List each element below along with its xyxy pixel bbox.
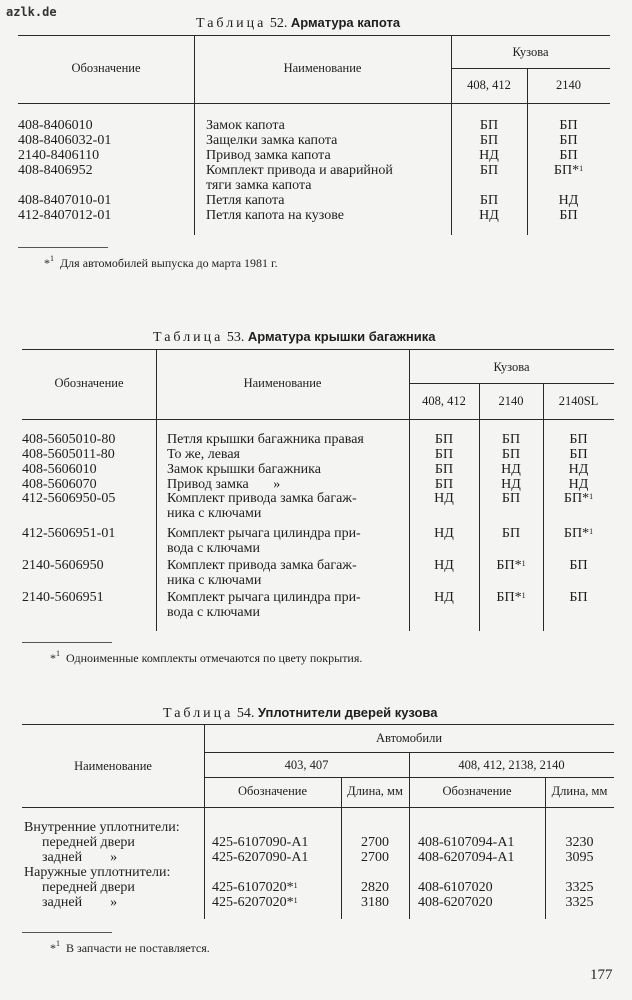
table53-value-col3: БП*$^1$ [563,526,594,541]
table54-code2: 408-6207094-А1 [418,850,515,865]
table54-length2: 3325 [565,880,594,895]
table53-name: Петля крышки багажника правая [167,432,364,447]
table54-length2: 3095 [565,850,594,865]
table54-code1: 425-6107020*$^1$ [212,880,298,895]
table54-length1: 2700 [361,835,389,850]
table53-name: Привод замка » [167,477,281,492]
table53-value-col1: НД [434,558,454,573]
table54-header-cars: Автомобили [375,731,443,745]
table53-value-col1: НД [434,526,454,541]
table53-name: Замок крышки багажника [167,462,321,477]
table54-length2: 3325 [565,895,594,910]
table52-code: 412-8407012-01 [18,208,112,223]
table52-value-col2: БП [559,208,578,223]
table53-footnote: *$^1$ Одноименные комплекты отмечаются по цвету покрытия. [50,649,363,665]
table52-value-col2: НД [558,193,579,208]
table54-name: задней » [42,850,118,865]
table52-header-code: Обозначение [71,61,141,75]
table53-value-col3: НД [568,477,589,492]
table54-header-group2: 408, 412, 2138, 2140 [458,758,565,772]
table54-header-length2: Длина, мм [551,784,608,798]
table53-code: 2140-5606951 [22,590,104,605]
table53-value-col3: БП [569,558,588,573]
table53-name-continued: вода с ключами [167,541,260,556]
table52-value-col1: БП [479,118,499,133]
table53-name: Комплект привода замка багаж- [167,558,357,573]
table53-header-col2: 2140 [498,394,524,408]
table53-code: 408-5606010 [22,462,97,477]
table54-length1: 2820 [361,880,389,895]
table53-value-col1: НД [434,590,454,605]
table53-caption-number: 53. [226,330,245,345]
table52-code: 408-8406952 [18,163,93,178]
table52-value-col1: БП [479,133,499,148]
table52-header-bodies: Кузова [512,45,549,59]
table53-caption-title: Арматура крышки багажника [247,329,436,344]
table54-group-name: Наружные уплотнители: [24,865,171,880]
table52-value-col1: БП [479,193,499,208]
table53-value-col2: БП [501,432,521,447]
table54-length1: 2700 [361,850,389,865]
table52-footnote-rule [18,247,108,248]
table54-divider [409,752,410,919]
table53-code: 408-5606070 [22,477,97,492]
table53-name-continued: вода с ключами [167,605,260,620]
table52-name: Петля капота [206,193,285,208]
table53-divider [156,349,157,631]
table53-value-col1: БП [434,447,454,462]
table54-header-name: Наименование [74,759,152,773]
table54-code2: 408-6107020 [418,880,493,895]
table53-header-name: Наименование [243,376,322,390]
table53-value-col2: НД [501,462,521,477]
table53-name: Комплект рычага цилиндра при- [167,590,361,605]
table52-value-col2: БП [559,148,578,163]
table53-value-col1: БП [434,477,454,492]
table52-caption-title: Арматура капота [290,15,401,30]
table54-name: задней » [42,895,118,910]
table54-length2: 3230 [565,835,594,850]
table53-value-col1: НД [434,491,454,506]
table52-code: 408-8406010 [18,118,93,133]
table54-header-rule [22,807,614,808]
table53-name-continued: ника с ключами [167,573,262,588]
table53-caption [153,329,435,346]
table54-code1: 425-6207090-А1 [212,850,309,865]
table53-code: 412-5606950-05 [22,491,116,506]
table53-header-bodies: Кузова [493,360,530,374]
table53-value-col3: БП [569,432,588,447]
table54-top-rule [22,724,614,725]
table52-header-col2: 2140 [556,78,581,92]
table54-code1: 425-6107090-А1 [212,835,309,850]
table53-header-col3: 2140SL [558,394,599,408]
table53-name-continued: ника с ключами [167,506,262,521]
table53-code: 408-5605011-80 [22,447,115,462]
table54-header-code1: Обозначение [237,784,308,798]
table52-footnote: *$^1$ Для автомобилей выпуска до марта 1981 г. [44,254,278,270]
table54-group-name: Внутренние уплотнители: [24,820,180,835]
table53-value-col2: БП [501,447,521,462]
table53-value-col2: БП*$^1$ [496,590,526,605]
table52-code: 408-8406032-01 [18,133,112,148]
table52-header-name: Наименование [283,61,362,75]
table52-header-col1: 408, 412 [467,78,511,92]
table52-name: Петля капота на кузове [206,208,344,223]
table53-value-col3: БП [569,590,588,605]
table52-code: 2140-8406110 [18,148,100,163]
table54-caption-title: Уплотнители дверей кузова [257,705,438,720]
table53-code: 408-5605010-80 [22,432,116,447]
table52-value-col1: БП [479,163,499,178]
table52-caption [196,15,400,32]
table53-header-rule [22,419,614,420]
table52-name: Комплект привода и аварийной [206,163,393,178]
table54-caption [163,705,437,722]
table52-value-col2: БП [559,133,578,148]
table52-value-col2: БП*$^1$ [553,163,584,178]
table52-name: Привод замка капота [206,148,331,163]
table53-value-col2: БП*$^1$ [496,558,526,573]
table53-value-col3: НД [568,462,589,477]
table52-name-continued: тяги замка капота [206,178,312,193]
table53-code: 2140-5606950 [22,558,104,573]
table53-code: 412-5606951-01 [22,526,116,541]
table54-header-code2: Обозначение [442,784,512,798]
table54-length1: 3180 [361,895,389,910]
table54-code2: 408-6107094-А1 [418,835,515,850]
table52-top-rule [18,35,610,36]
table52-caption-number: 52. [269,16,288,31]
table53-value-col3: БП*$^1$ [563,491,594,506]
table54-name: передней двери [42,880,135,895]
table52-value-col1: НД [479,148,499,163]
table53-value-col1: БП [434,462,454,477]
table54-code1: 425-6207020*$^1$ [212,895,298,910]
table53-name: Комплект привода замка багаж- [167,491,357,506]
table52-value-col2: БП [559,118,578,133]
table52-code: 408-8407010-01 [18,193,112,208]
table54-header-group1: 403, 407 [284,758,329,772]
table53-value-col2: НД [501,477,521,492]
table54-name: передней двери [42,835,135,850]
table53-header-col1: 408, 412 [422,394,466,408]
site-label: azlk.de [6,5,57,19]
table53-value-col2: БП [501,526,521,541]
table53-group-rule [409,383,614,384]
table52-header-rule [18,103,610,104]
table54-header-length1: Длина, мм [347,784,403,798]
table53-name: Комплект рычага цилиндра при- [167,526,361,541]
table53-footnote-rule [22,642,112,643]
table54-divider [204,724,205,919]
table53-header-code: Обозначение [54,376,124,390]
table52-value-col1: НД [479,208,499,223]
table52-caption-prefix: Таблица [196,16,267,31]
table53-value-col3: БП [569,447,588,462]
table54-code2: 408-6207020 [418,895,493,910]
table53-value-col2: БП [501,491,521,506]
page-number: 177 [590,967,613,983]
table54-caption-number: 54. [236,706,255,721]
table53-name: То же, левая [167,447,240,462]
table52-name: Замок капота [206,118,285,133]
table53-value-col1: БП [434,432,454,447]
table52-name: Защелки замка капота [206,133,338,148]
table54-footnote-rule [22,932,112,933]
table53-top-rule [22,349,614,350]
table52-group-rule [451,68,610,69]
table54-caption-prefix: Таблица [163,706,234,721]
table54-footnote: *$^1$ В запчасти не поставляется. [50,939,210,955]
table53-caption-prefix: Таблица [153,330,224,345]
